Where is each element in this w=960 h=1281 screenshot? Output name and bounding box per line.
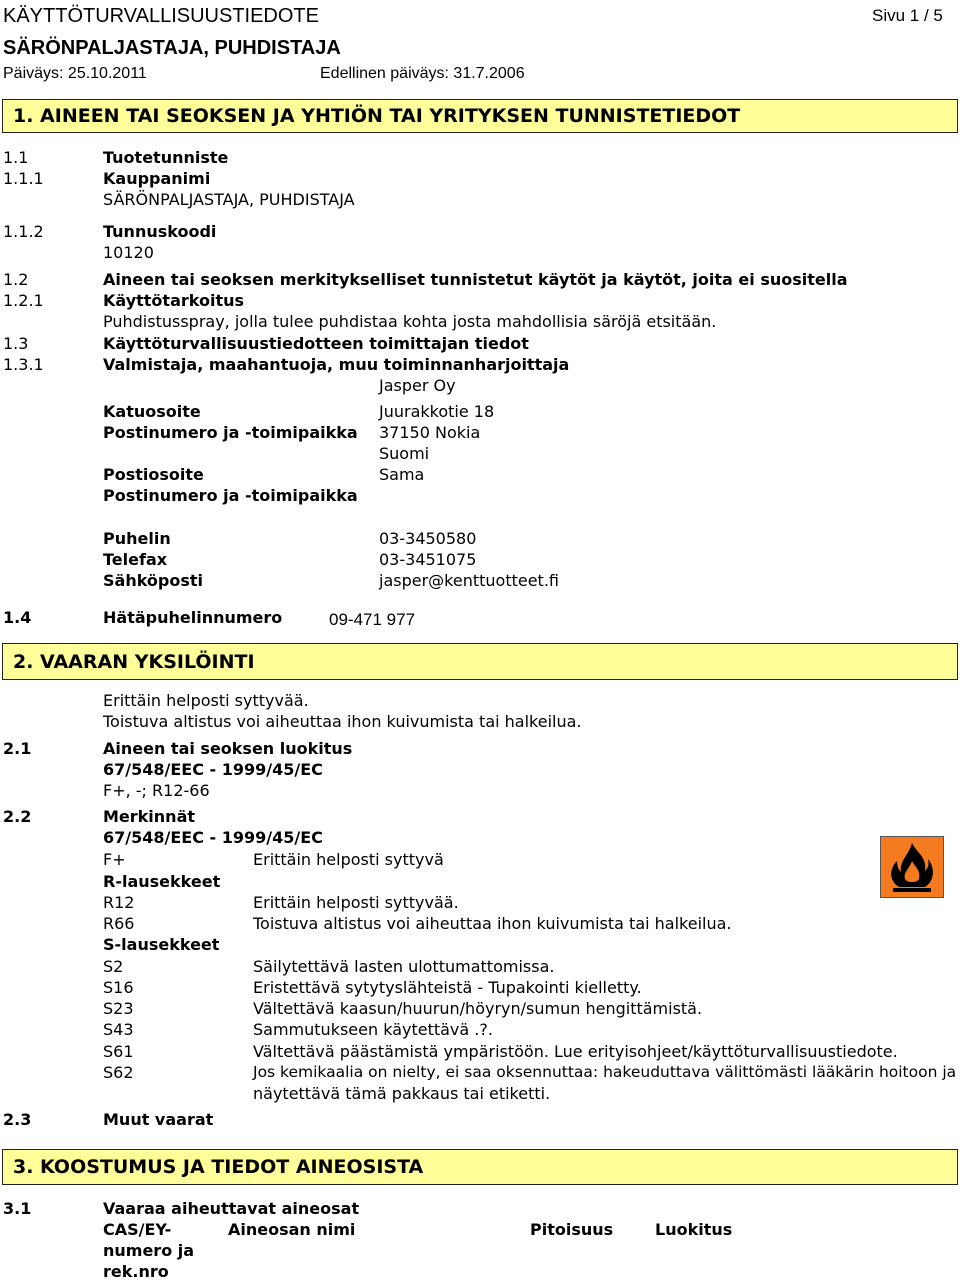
email-value: jasper@kenttuotteet.fi	[379, 571, 559, 590]
r-code: R66	[103, 914, 135, 933]
s-code: S2	[103, 957, 124, 976]
issue-date: Päiväys: 25.10.2011	[3, 65, 147, 82]
street-value: Juurakkotie 18	[379, 402, 495, 421]
item-number: 2.1	[3, 739, 32, 758]
item-heading: Käyttöturvallisuustiedotteen toimittajan tiedot	[103, 334, 529, 353]
symbol-code: F+	[103, 850, 126, 869]
column-classification: Luokitus	[655, 1220, 733, 1239]
column-concentration: Pitoisuus	[530, 1220, 614, 1239]
item-heading: Aineen tai seoksen merkitykselliset tunnistetut käytöt ja käytöt, joita ei suositella	[103, 270, 848, 289]
company-name: Jasper Oy	[379, 376, 456, 395]
section-2-header: 2. VAARAN YKSILÖINTI	[2, 643, 958, 680]
item-heading: Merkinnät	[103, 807, 196, 826]
s-phrases-heading: S-lausekkeet	[103, 935, 220, 954]
directive: 67/548/EEC - 1999/45/EC	[103, 760, 323, 779]
column-cas: numero ja	[103, 1241, 195, 1260]
previous-date: Edellinen päiväys: 31.7.2006	[320, 65, 525, 82]
item-heading: Vaaraa aiheuttavat aineosat	[103, 1199, 360, 1218]
s-text: Jos kemikaalia on nielty, ei saa oksennuttaa: hakeuduttava välittömästi lääkärin hoitoon ja	[253, 1063, 957, 1081]
flame-icon	[881, 837, 943, 897]
section-1-header: 1. AINEEN TAI SEOKSEN JA YHTIÖN TAI YRITYKSEN TUNNISTETIEDOT	[2, 99, 958, 133]
section-3-header: 3. KOOSTUMUS JA TIEDOT AINEOSISTA	[2, 1149, 958, 1185]
postcode-value: 37150 Nokia	[379, 423, 481, 442]
symbol-text: Erittäin helposti syttyvä	[253, 850, 444, 869]
r-phrases-heading: R-lausekkeet	[103, 872, 221, 891]
s-code: S16	[103, 978, 134, 997]
item-heading: Kauppanimi	[103, 169, 211, 188]
postal-address-label: Postiosoite	[103, 465, 204, 484]
item-number: 2.3	[3, 1110, 32, 1129]
r-code: R12	[103, 893, 135, 912]
flame-icon	[880, 836, 944, 898]
item-heading: Valmistaja, maahantuoja, muu toiminnanharjoittaja	[103, 355, 570, 374]
r-text: Erittäin helposti syttyvää.	[253, 893, 459, 912]
classification: F+, -; R12-66	[103, 781, 210, 800]
item-number: 1.4	[3, 608, 32, 627]
item-number: 1.1	[3, 148, 29, 167]
intended-use: Puhdistusspray, jolla tulee puhdistaa kohta josta mahdollisia säröjä etsitään.	[103, 312, 717, 331]
postal-address-value: Sama	[379, 465, 425, 484]
item-heading: Tuotetunniste	[103, 148, 229, 167]
country-value: Suomi	[379, 444, 430, 463]
emergency-label: Hätäpuhelinnumero	[103, 608, 283, 627]
hazard-summary-1: Erittäin helposti syttyvää.	[103, 691, 309, 710]
s-code: S23	[103, 999, 134, 1018]
email-label: Sähköposti	[103, 571, 204, 590]
column-ingredient-name: Aineosan nimi	[228, 1220, 356, 1239]
item-heading: Tunnuskoodi	[103, 222, 217, 241]
s-text: Vältettävä päästämistä ympäristöön. Lue erityisohjeet/käyttöturvallisuustiedote.	[253, 1042, 898, 1061]
emergency-number: 09-471 977	[329, 610, 416, 629]
hazard-summary-2: Toistuva altistus voi aiheuttaa ihon kuivumista tai halkeilua.	[103, 712, 582, 731]
item-heading: Muut vaarat	[103, 1110, 214, 1129]
item-number: 1.1.2	[3, 222, 44, 241]
column-cas: rek.nro	[103, 1262, 169, 1281]
item-number: 1.3.1	[3, 355, 44, 374]
phone-label: Puhelin	[103, 529, 171, 548]
s-text: Sammutukseen käytettävä .?.	[253, 1020, 493, 1039]
column-cas: CAS/EY-	[103, 1220, 172, 1239]
item-number: 1.1.1	[3, 169, 44, 188]
directive: 67/548/EEC - 1999/45/EC	[103, 828, 323, 847]
item-number: 1.2.1	[3, 291, 44, 310]
page-number: Sivu 1 / 5	[872, 6, 943, 25]
document-title: KÄYTTÖTURVALLISUUSTIEDOTE	[3, 5, 319, 27]
s-code: S43	[103, 1020, 134, 1039]
trade-name: SÄRÖNPALJASTAJA, PUHDISTAJA	[103, 190, 355, 209]
fax-value: 03-3451075	[379, 550, 477, 569]
product-name: SÄRÖNPALJASTAJA, PUHDISTAJA	[3, 37, 341, 59]
s-text: Säilytettävä lasten ulottumattomissa.	[253, 957, 555, 976]
street-label: Katuosoite	[103, 402, 201, 421]
s-text: Vältettävä kaasun/huurun/höyryn/sumun hengittämistä.	[253, 999, 703, 1018]
item-heading: Aineen tai seoksen luokitus	[103, 739, 353, 758]
postcode-label-2: Postinumero ja -toimipaikka	[103, 486, 358, 505]
s-text-continued: näytettävä tämä pakkaus tai etiketti.	[253, 1084, 551, 1103]
r-text: Toistuva altistus voi aiheuttaa ihon kuivumista tai halkeilua.	[253, 914, 732, 933]
item-number: 1.2	[3, 270, 29, 289]
phone-value: 03-3450580	[379, 529, 477, 548]
s-text: Eristettävä sytytyslähteistä - Tupakointi kielletty.	[253, 978, 642, 997]
item-heading: Käyttötarkoitus	[103, 291, 245, 310]
item-number: 1.3	[3, 334, 29, 353]
postcode-label: Postinumero ja -toimipaikka	[103, 423, 358, 442]
s-code: S61	[103, 1042, 134, 1061]
fax-label: Telefax	[103, 550, 168, 569]
product-code: 10120	[103, 243, 154, 262]
item-number: 2.2	[3, 807, 32, 826]
s-code: S62	[103, 1063, 134, 1082]
item-number: 3.1	[3, 1199, 32, 1218]
